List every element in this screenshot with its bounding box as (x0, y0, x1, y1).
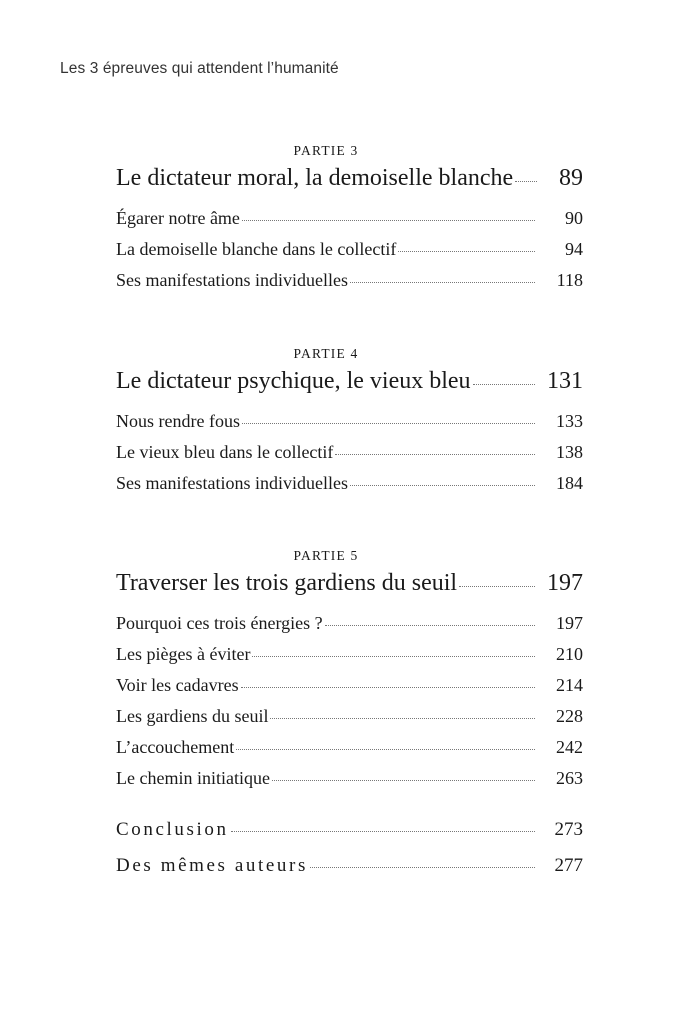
entry-title: L’accouchement (116, 737, 235, 757)
page-number: 90 (565, 208, 583, 228)
part-5-title-row[interactable] (116, 570, 583, 597)
dot-leader (231, 831, 535, 832)
toc-entry[interactable] (116, 675, 583, 696)
entry-title: Voir les cadavres (116, 675, 239, 695)
entry-title: Conclusion (116, 819, 229, 840)
dot-leader (350, 485, 535, 486)
part-5-label: PARTIE 5 (293, 548, 359, 563)
part-title: Le dictateur psychique, le vieux bleu (116, 368, 471, 394)
toc-entry[interactable] (116, 613, 583, 634)
entry-title: Les gardiens du seuil (116, 706, 269, 726)
dot-leader (350, 282, 535, 283)
toc-entry-other-works[interactable] (116, 855, 583, 877)
entry-title: Le vieux bleu dans le collectif (116, 442, 334, 462)
dot-leader (252, 656, 535, 657)
entry-title: Pourquoi ces trois énergies ? (116, 613, 323, 633)
dot-leader (242, 220, 535, 221)
page-number: 138 (556, 442, 583, 462)
dot-leader (325, 625, 535, 626)
entry-title: Ses manifestations individuelles (116, 270, 348, 290)
toc-entry[interactable] (116, 208, 583, 229)
page-number: 214 (556, 675, 583, 695)
part-3-label: PARTIE 3 (293, 143, 359, 158)
dot-leader (398, 251, 535, 252)
toc-entry[interactable] (116, 270, 583, 291)
page-number: 277 (554, 855, 583, 876)
page-number: 197 (556, 613, 583, 633)
dot-leader (473, 384, 535, 385)
page-number: 242 (556, 737, 583, 757)
toc-entry[interactable] (116, 706, 583, 727)
toc-entry[interactable] (116, 442, 583, 463)
entry-title: Des mêmes auteurs (116, 855, 308, 876)
part-4-label: PARTIE 4 (293, 346, 359, 361)
dot-leader (236, 749, 535, 750)
toc-entry[interactable] (116, 239, 583, 260)
entry-title: Les pièges à éviter (116, 644, 251, 664)
toc-entry[interactable] (116, 473, 583, 494)
toc-entry-conclusion[interactable] (116, 819, 583, 841)
entry-title: Nous rendre fous (116, 411, 240, 431)
dot-leader (335, 454, 535, 455)
entry-title: Ses manifestations individuelles (116, 473, 348, 493)
dot-leader (242, 423, 535, 424)
dot-leader (272, 780, 535, 781)
page-number: 89 (559, 165, 583, 191)
toc-entry[interactable] (116, 411, 583, 432)
page-number: 118 (556, 270, 583, 290)
page-number: 210 (556, 644, 583, 664)
toc-entry[interactable] (116, 768, 583, 789)
running-header: Les 3 épreuves qui attendent l’humanité (60, 60, 339, 77)
part-4-title-row[interactable] (116, 368, 583, 395)
page-number: 184 (556, 473, 583, 493)
dot-leader (241, 687, 535, 688)
part-3-title-row[interactable] (116, 165, 583, 192)
toc-entry[interactable] (116, 737, 583, 758)
dot-leader (310, 867, 535, 868)
dot-leader (270, 718, 535, 719)
toc-entry[interactable] (116, 644, 583, 665)
entry-title: La demoiselle blanche dans le collectif (116, 239, 397, 259)
page-number: 273 (554, 819, 583, 840)
dot-leader (459, 586, 535, 587)
page-number: 131 (547, 368, 583, 394)
page-number: 263 (556, 768, 583, 788)
page-number: 94 (565, 239, 583, 259)
part-title: Traverser les trois gardiens du seuil (116, 570, 458, 596)
part-title: Le dictateur moral, la demoiselle blanche (116, 165, 514, 191)
dot-leader (515, 181, 537, 182)
entry-title: Égarer notre âme (116, 208, 240, 228)
page-number: 133 (556, 411, 583, 431)
page-number: 228 (556, 706, 583, 726)
entry-title: Le chemin initiatique (116, 768, 270, 788)
page-number: 197 (547, 570, 583, 596)
